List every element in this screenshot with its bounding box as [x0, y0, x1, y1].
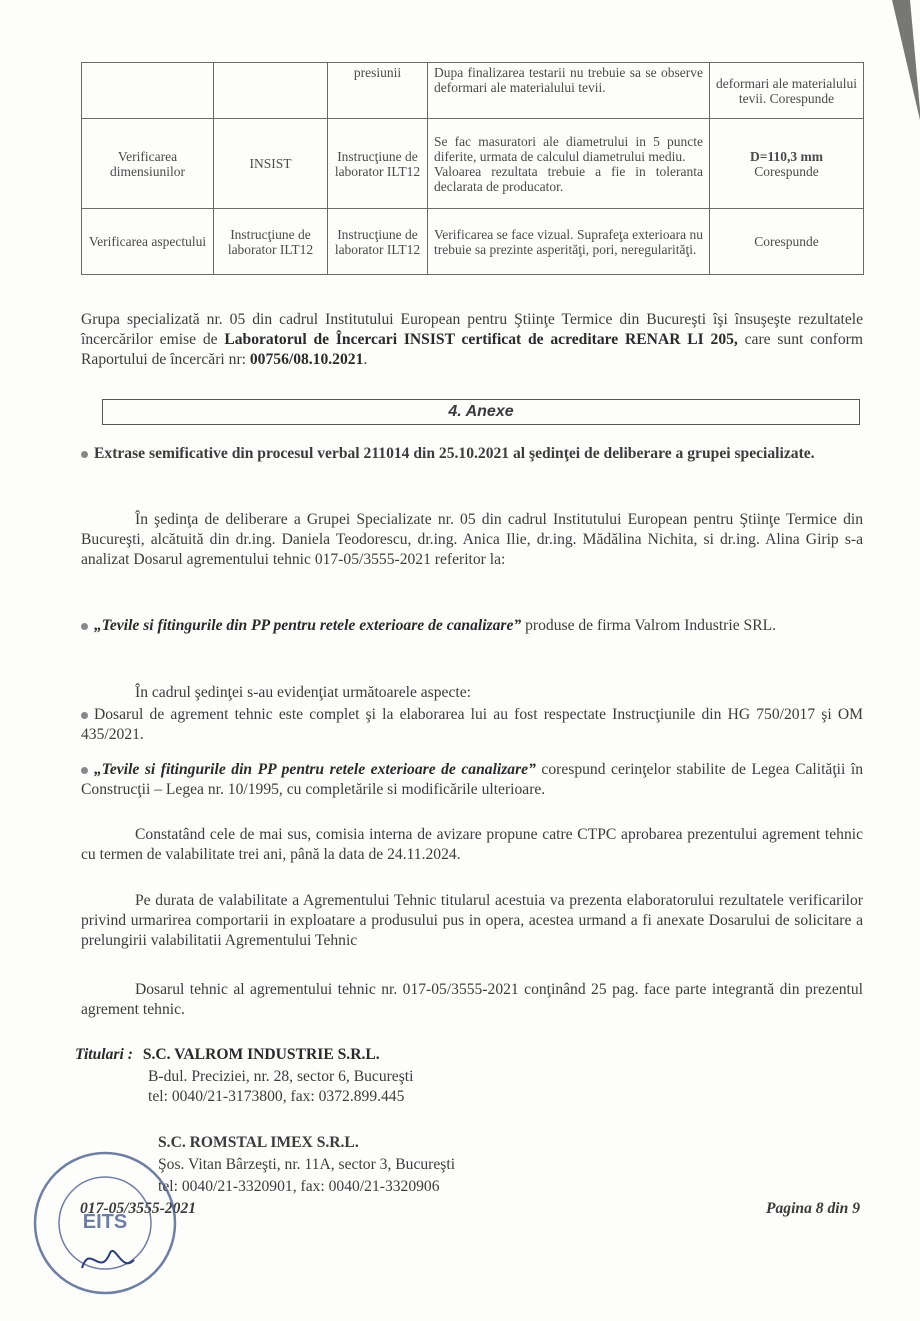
company-2-address: Şos. Vitan Bârzeşti, nr. 11A, sector 3, Bucureşti: [158, 1156, 456, 1173]
grupa-paragraph: Grupa specializată nr. 05 din cadrul Institutului European pentru Ştiinţe Termice din Bucureşti îşi însuşeşte rezultatele încercărilor emise de Laboratorul de Încercari INSIST certificat de acreditare RENAR LI 205, care sunt conform Raportului de încercări nr: 00756/08.10.2021.: [81, 311, 863, 368]
table-cell: Dupa finalizarea testarii nu trebuie sa se observe deformari ale materialului tevii.: [428, 63, 710, 119]
aspecte-item-1: Dosarul de agrement tehnic este complet şi la elaborarea lui au fost respectate Instrucţiunile din HG 750/2017 şi OM 435/2021.: [81, 706, 863, 743]
titulari-label: Titulari :: [75, 1046, 133, 1063]
aspecte-item-2: „Tevile si fitingurile din PP pentru retele exterioare de canalizare” corespund cerinţelor stabilite de Legea Calităţii în Construcţii – Legea nr. 10/1995, cu completările si modificările ulterioare.: [81, 761, 863, 798]
table-cell: Corespunde: [710, 209, 864, 275]
table-row: [82, 63, 864, 119]
table-cell: Verificarea dimensiunilor: [82, 119, 214, 209]
table-cell: INSIST: [214, 119, 328, 209]
table-cell: [710, 119, 864, 209]
table-row: [82, 119, 864, 209]
durata-paragraph: Pe durata de valabilitate a Agrementului Tehnic titularul acestuia va prezenta elaboratorului rezultatele verificarilor privind urmarirea comportarii in exploatare a produsului pus in opera, acestea urmand a fi anexate Dosarului de solicitare a prelungirii valabilitatii Agrementului Tehnic: [81, 892, 863, 949]
produs-paragraph: „Tevile si fitingurile din PP pentru retele exterioare de canalizare” produse de firma Valrom Industrie SRL.: [81, 616, 863, 636]
table-cell: Verificarea se face vizual. Suprafeţa exterioara nu trebuie sa prezinte asperităţi, pori, neregularităţi.: [428, 209, 710, 275]
company-2-name: S.C. ROMSTAL IMEX S.R.L.: [158, 1134, 359, 1151]
table-cell: presiunii: [328, 63, 428, 119]
table-cell: [214, 63, 328, 119]
bullet-icon: [81, 623, 88, 630]
page-number: Pagina 8 din 9: [765, 1200, 860, 1217]
page-corner-shadow: [880, 0, 920, 120]
cell-text: Se fac masuratori ale diametrului in 5 puncte diferite, urmata de calculul diametrului mediu.: [434, 133, 703, 164]
section-title: 4. Anexe: [448, 403, 514, 420]
sedinta-paragraph: În şedinţa de deliberare a Grupei Specializate nr. 05 din cadrul Institutului European pentru Ştiinţe Termice din Bucureşti, alcătuită din dr.ing. Daniela Teodorescu, dr.ing. Anica Ilie, dr.ing. Mădălina Nichita, si dr.ing. Alina Girip s-a analizat Dosarul agrementului tehnic 017-05/3555-2021 referitor la:: [81, 511, 863, 568]
constatand-paragraph: Constatând cele de mai sus, comisia interna de avizare propune catre CTPC aprobarea prezentului agrement tehnic cu termen de valabilitate trei ani, până la data de 24.11.2024.: [81, 826, 863, 863]
dosarul-paragraph: Dosarul tehnic al agrementului tehnic nr. 017-05/3555-2021 conţinând 25 pag. face parte integrantă din prezentul agrement tehnic.: [81, 981, 863, 1018]
results-table: [81, 62, 864, 275]
cell-text: Valoarea rezultata trebuie a fie in toleranta declarata de producator.: [434, 163, 703, 194]
table-cell: [82, 63, 214, 119]
table-cell: [428, 119, 710, 209]
company-2-contact: tel: 0040/21-3320901, fax: 0040/21-3320906: [158, 1178, 440, 1195]
section-header-box: [102, 399, 860, 425]
cell-text: Corespunde: [754, 163, 819, 179]
company-1-address: B-dul. Preciziei, nr. 28, sector 6, Bucureşti: [148, 1068, 414, 1085]
institute-stamp: [30, 1148, 180, 1298]
bullet-icon: [81, 712, 88, 719]
company-1-name: S.C. VALROM INDUSTRIE S.R.L.: [142, 1046, 380, 1063]
cell-text: D=110,3 mm: [750, 148, 823, 164]
table-cell: deformari ale materialului tevii. Corespunde: [710, 63, 864, 119]
table-row: [82, 209, 864, 275]
table-cell: Instrucţiune de laborator ILT12: [214, 209, 328, 275]
extrase-heading: Extrase semificative din procesul verbal 211014 din 25.10.2021 al şedinţei de deliberare a grupei specializate.: [81, 444, 863, 464]
table-cell: Verificarea aspectului: [82, 209, 214, 275]
aspecte-intro: În cadrul şedinţei s-au evidenţiat următoarele aspecte:: [135, 684, 471, 701]
svg-text:EITS: EITS: [82, 1211, 128, 1233]
table-cell: Instrucţiune de laborator ILT12: [328, 209, 428, 275]
titulari-heading: [75, 1045, 380, 1065]
company-1-contact: tel: 0040/21-3173800, fax: 0372.899.445: [148, 1088, 405, 1105]
table-cell: Instrucţiune de laborator ILT12: [328, 119, 428, 209]
document-code: 017-05/3555-2021: [80, 1200, 197, 1217]
bullet-icon: [81, 451, 88, 458]
bullet-icon: [81, 767, 88, 774]
